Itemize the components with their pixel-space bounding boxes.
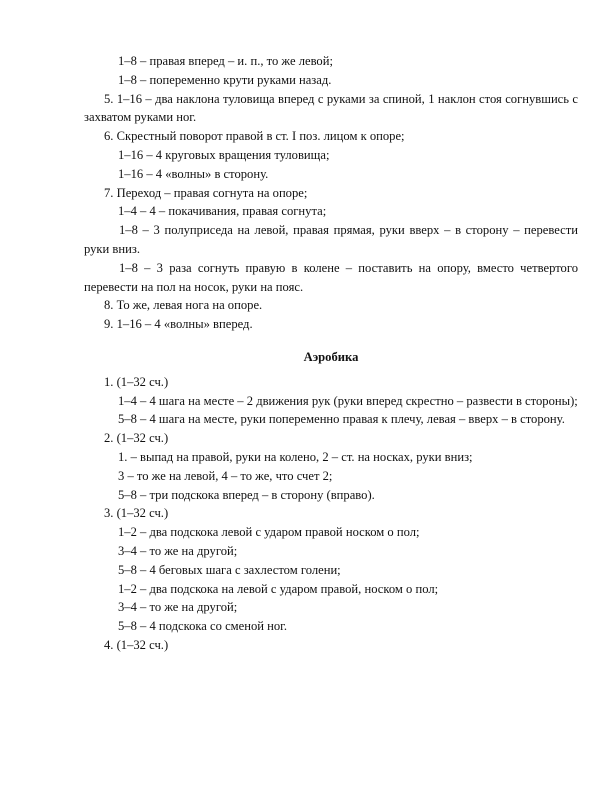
aerobics-item-4: 4. (1–32 сч.): [104, 637, 169, 652]
text-line: 5–8 – 4 беговых шага с захлестом голени;: [118, 562, 341, 577]
text-line: 1. – выпад на правой, руки на колено, 2 – ст. на носках, руки вниз;: [118, 449, 473, 464]
document-body: [84, 52, 578, 655]
text-line: 1–8 – правая вперед – и. п., то же левой;: [118, 54, 333, 68]
text-line: 1–8 – 3 полуприседа на левой, правая прямая, руки вверх – в сторону – перевести руки вниз.: [84, 223, 578, 256]
text-line: 3–4 – то же на другой;: [118, 543, 238, 558]
text-line: 1–4 – 4 – покачивания, правая согнута;: [118, 204, 327, 219]
numbered-item-8: 8. То же, левая нога на опоре.: [104, 298, 263, 313]
aerobics-item-1: 1. (1–32 сч.): [104, 374, 169, 389]
numbered-item-5: 5. 1–16 – два наклона туловища вперед с руками за спиной, 1 наклон стоя согнувшись с захватом руками ног.: [84, 91, 578, 125]
text-line: 1–16 – 4 «волны» в сторону.: [118, 166, 269, 181]
text-line: 1–4 – 4 шага на месте – 2 движения рук (руки вперед скрестно – развести в стороны);: [118, 393, 578, 408]
text-line: 5–8 – три подскока вперед – в сторону (вправо).: [118, 487, 375, 502]
text-line: 3 – то же на левой, 4 – то же, что счет 2;: [118, 468, 333, 483]
text-line: 1–8 – попеременно крути руками назад.: [118, 72, 332, 87]
text-line: 5–8 – 4 подскока со сменой ног.: [118, 619, 288, 634]
text-line: 1–2 – два подскока левой с ударом правой носком о пол;: [118, 525, 420, 540]
text-line: 1–16 – 4 круговых вращения туловища;: [118, 147, 330, 162]
text-line: 3–4 – то же на другой;: [118, 600, 238, 615]
numbered-item-9: 9. 1–16 – 4 «волны» вперед.: [104, 317, 253, 332]
text-line: 1–2 – два подскока на левой с ударом правой, носком о пол;: [118, 581, 439, 596]
aerobics-item-2: 2. (1–32 сч.): [104, 431, 169, 446]
text-line: 1–8 – 3 раза согнуть правую в колене – поставить на опору, вместо четвертого перевести на пол на носок, руки на пояс.: [84, 260, 578, 294]
numbered-item-6: 6. Скрестный поворот правой в ст. I поз. лицом к опоре;: [104, 129, 405, 144]
numbered-item-7: 7. Переход – правая согнута на опоре;: [104, 185, 308, 200]
aerobics-item-3: 3. (1–32 сч.): [104, 506, 169, 521]
section-title: Аэробика: [303, 349, 359, 364]
text-line: 5–8 – 4 шага на месте, руки попеременно правая к плечу, левая – вверх – в сторону.: [118, 412, 565, 427]
